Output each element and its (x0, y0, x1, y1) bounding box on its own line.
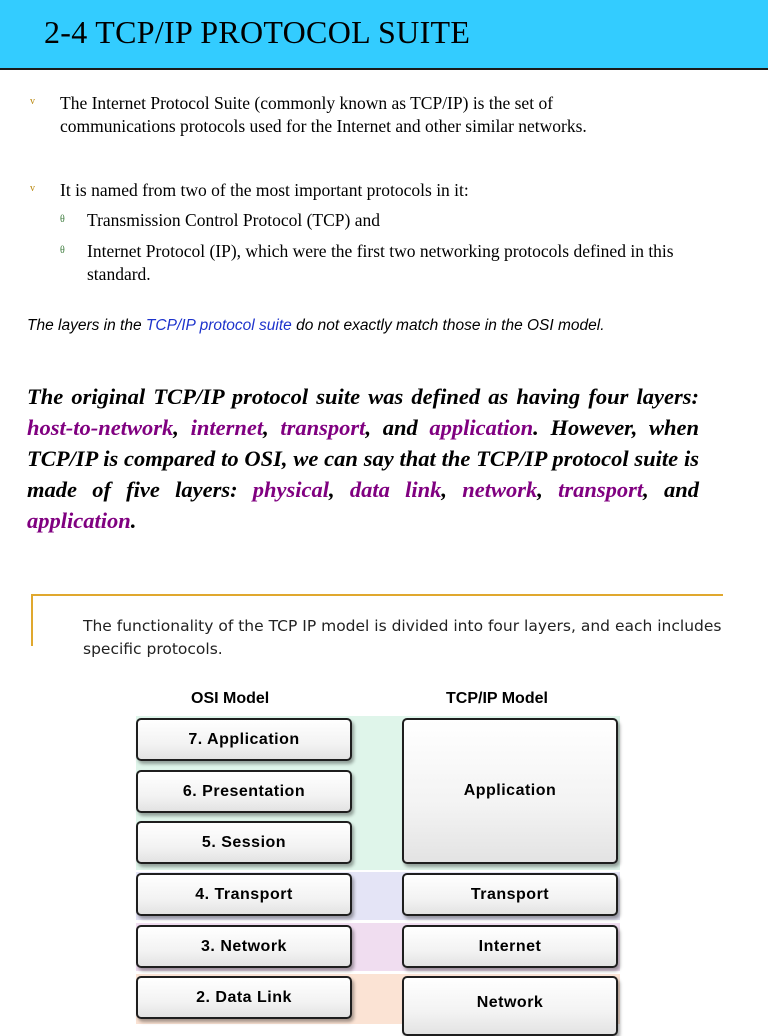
slide-title: 2-4 TCP/IP PROTOCOL SUITE (44, 14, 471, 50)
para-sep: , (263, 415, 281, 440)
term-application: application (27, 508, 131, 533)
sub-bullet-1: Transmission Control Protocol (TCP) and (87, 210, 380, 230)
tcpip-suite-link[interactable]: TCP/IP protocol suite (145, 317, 292, 334)
osi-layer-application: 7. Application (136, 718, 352, 761)
layers-note (27, 317, 605, 335)
para-text: . However, when TCP/IP is compared to OSI, we can say that the TCP/IP protocol suite is made of five layers: (27, 415, 700, 502)
sub-bullet-marker-icon: θ (60, 245, 65, 256)
term-internet: internet (190, 415, 264, 440)
para-sep: , (329, 477, 350, 502)
note-text-before: The layers in the (27, 317, 146, 334)
bullet-1: The Internet Protocol Suite (commonly known as TCP/IP) is the set of communications protocols used for the Internet and other similar networks. (60, 93, 587, 136)
sub-bullet-2: Internet Protocol (IP), which were the first two networking protocols defined in this standard. (87, 241, 674, 284)
osi-layer-transport: 4. Transport (136, 873, 352, 916)
tcpip-layer-network: Network (402, 976, 618, 1036)
layers-paragraph (27, 381, 699, 536)
tcpip-layer-internet: Internet (402, 925, 618, 968)
osi-layer-network: 3. Network (136, 925, 352, 968)
osi-layer-data-link: 2. Data Link (136, 976, 352, 1019)
term-physical: physical (252, 477, 330, 502)
title-bar (0, 0, 768, 70)
tcpip-layer-transport: Transport (402, 873, 618, 916)
term-network: network (462, 477, 538, 502)
tcpip-layer-application: Application (402, 718, 618, 864)
osi-model-title: OSI Model (191, 690, 270, 707)
note-text-after: do not exactly match those in the OSI model. (291, 317, 605, 334)
para-text: The original TCP/IP protocol suite was defined as having four layers: (27, 384, 699, 409)
para-sep: , (441, 477, 463, 502)
para-sep: , and (365, 415, 430, 440)
bullet-marker-icon: v (30, 96, 35, 107)
tcpip-model-title: TCP/IP Model (446, 690, 548, 707)
para-sep: , (537, 477, 559, 502)
para-sep: , (173, 415, 191, 440)
bullet-marker-icon: v (30, 183, 35, 194)
osi-tcpip-diagram (0, 680, 768, 1024)
sub-bullet-marker-icon: θ (60, 214, 65, 225)
term-data-link: data link (349, 477, 442, 502)
term-application: application (429, 415, 534, 440)
callout-text: The functionality of the TCP IP model is divided into four layers, and each includes specific protocols. (83, 617, 722, 658)
term-transport: transport (280, 415, 366, 440)
osi-layer-presentation: 6. Presentation (136, 770, 352, 813)
bullet-2: It is named from two of the most important protocols in it: (60, 180, 469, 200)
para-end: . (130, 508, 137, 533)
term-transport: transport (558, 477, 644, 502)
osi-layer-session: 5. Session (136, 821, 352, 864)
term-host-to-network: host-to-network (27, 415, 174, 440)
para-sep: , and (643, 477, 699, 502)
